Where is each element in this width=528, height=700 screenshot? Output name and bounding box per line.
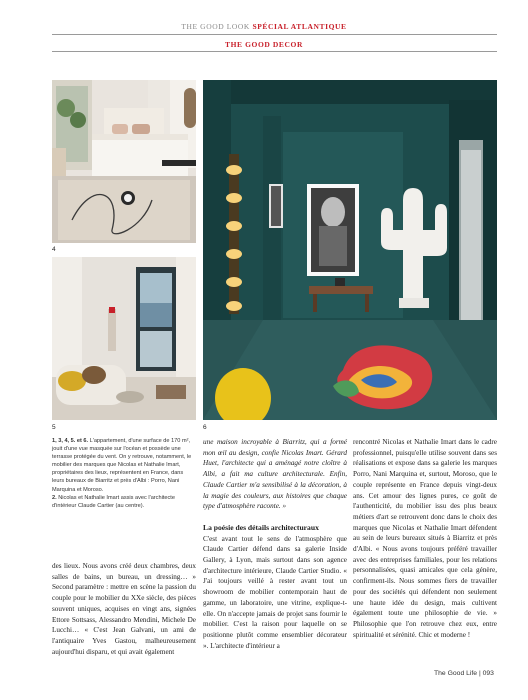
caption-item-1-body: L'appartement, d'une surface de 170 m², jouit d'une vue masquée sur l'océan et possède une terrasse protégée du vent. On y retrouve, notamment, le mobilier des marques que Nicolas et Nathalie Imart, propriétaires des lieux, représentent en France, dans leurs bureaux de Biarritz et près d'Albi : Porro, Nani Marquina et Moroso. (52, 438, 192, 493)
figure-number-6: 6 (203, 424, 207, 431)
caption-item-2 (52, 494, 196, 510)
footer-magazine-name: The Good Life (434, 670, 478, 677)
caption-item-1-number: 1, 3, 4, 5. et 6. (52, 438, 89, 444)
header-rule-top (52, 34, 497, 35)
caption-item-2-text (52, 494, 196, 510)
caption-item-1 (52, 437, 196, 494)
bedroom-photo (52, 80, 196, 243)
bedroom-illustration (52, 80, 196, 243)
corridor-photo (203, 80, 497, 420)
column-1-paragraph: des lieux. Nous avons créé deux chambres, deux salles de bains, un bureau, un dressing… » Second paramètre : mettre en scène la passion du couple pour le mobilier du XXe siècle, des pièces souvent uniques, acquises en vingt ans, signées Ettore Sottsass, Alessandro Mendini, Michele De Lucchi… « C'est Jean Galvani, un ami de l'antiquaire Yves Gastou, malheureusement aujourd'hui disparu, et qui avait également (52, 562, 196, 656)
article-column-2 (203, 437, 347, 651)
section-subheading: La poésie des détails architecturaux (203, 522, 319, 532)
footer-page-number: 093 (482, 670, 494, 677)
caption-item-2-body: Nicolas et Nathalie Imart assis avec l'architecte d'intérieur Claude Cartier (au centre). (52, 494, 175, 509)
column-2-paragraph-1: une maison incroyable à Biarritz, qui a formé mon œil au design, confie Nicolas Imart. Gérard Huet, l'architecte qui a aménagé notre cloître à Albi, a fait ma culture architecturale. Enfin, Claude Cartier m'a sensibilisé à la décoration, à la magie des couleurs, aux histoires que chaque type d'atmosphère raconte. » (203, 438, 347, 511)
article-column-1 (52, 561, 196, 657)
page-footer (434, 670, 494, 677)
header-rule-bottom (52, 51, 497, 52)
figure-number-4: 4 (52, 246, 56, 253)
corridor-illustration (203, 80, 497, 420)
caption-item-1-text (52, 437, 196, 494)
header-special-issue: SPÉCIAL ATLANTIQUE (252, 22, 347, 31)
photo-caption (52, 437, 196, 510)
running-header (0, 22, 528, 31)
living-room-illustration (52, 257, 196, 420)
column-3-paragraph: rencontré Nicolas et Nathalie Imart dans le cadre professionnel, puisqu'elle utilise souvent dans ses réalisations et expose dans sa galerie les marques Porro, Nani Marquina et, surtout, Moroso, que le couple représente en France depuis vingt-deux ans. Cet amour des lignes pures, ce goût de l'authenticité, du mobilier issu des plus beaux métiers d'art se retrouvent donc dans le choix des marques que Nicolas et Nathalie Imart défendent au sein de leurs bureaux situés à Biarritz et près d'Albi. « Nous avons toujours préféré travailler avec des entreprises familiales, pour les relations personnalisées, quasi amicales que cela génère, confirment-ils. Nous sommes fiers de travailler pour des sociétés qui défendent non seulement une haute idée du design, mais cultivent également toute une philosophie de vie. » Philosophie que l'on retrouve chez eux, entre spiritualité et sérénité. Chic et moderne ! (353, 438, 497, 639)
column-2-paragraph-2: C'est avant tout le sens de l'atmosphère que Claude Cartier défend dans sa galerie Inside Gallery, à Lyon, mais surtout dans son agence d'architecture intérieure, Claude Cartier Studio. « J'ai toujours veillé à rester avant tout un showroom de mobilier contemporain haut de gamme, un laboratoire, une vitrine, explique-t-elle. On n'accepte jamais de projet sans fournir le mobilier. C'est la raison pour laquelle on se positionne plutôt comme ensemblier décorateur ». L'architecte d'intérieur a (203, 534, 347, 650)
figure-number-5: 5 (52, 424, 56, 431)
section-title: THE GOOD DECOR (225, 40, 303, 49)
header-magazine-section: THE GOOD LOOK (181, 22, 250, 31)
footer-divider: | (478, 670, 483, 677)
living-room-photo (52, 257, 196, 420)
caption-item-2-number: 2. (52, 494, 57, 501)
article-column-3 (353, 437, 497, 640)
